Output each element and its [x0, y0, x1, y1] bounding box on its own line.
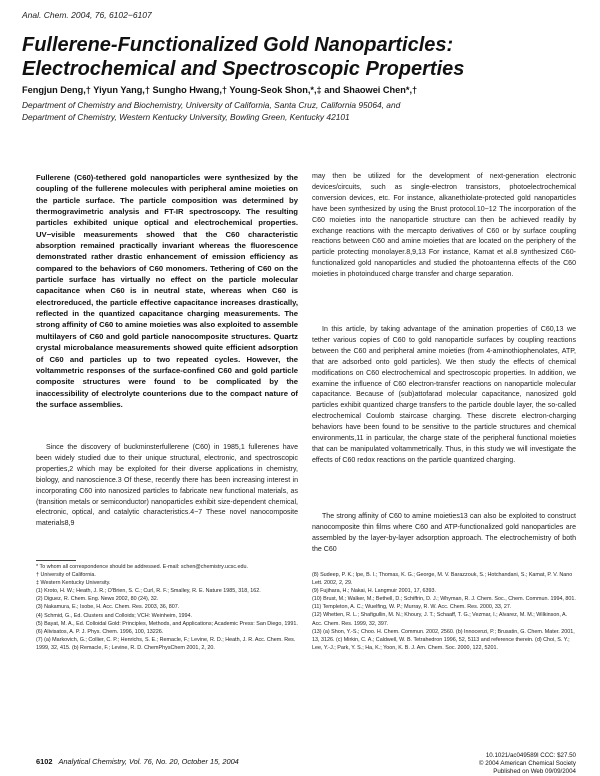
footnote-affil-1: † University of California.	[36, 572, 96, 579]
copyright-notice: © 2004 American Chemical Society	[478, 760, 576, 767]
affiliation-1: Department of Chemistry and Biochemistry, University of California, Santa Cruz, California 95064, and	[22, 100, 401, 110]
author-list: Fengjun Deng,† Yiyun Yang,† Sungho Hwang,† Young-Seok Shon,*,‡ and Shaowei Chen*,†	[22, 85, 418, 95]
reference-item: (9) Fujihara, H.; Nakai, H. Langmuir 2001, 17, 6393.	[312, 588, 437, 595]
body-paragraph-1: may then be utilized for the development of next-generation electronic devices/circuits, such as single-electron transistors, photoelectrochemical conversion devices, etc. For instance, alkanethiolate-protected gold nanoparticles have been synthesized by using the Brust protocol.10−12 The incorporation of the C60 moieties into the nanoparticle structure can then be achieved readily by exchange reactions with the mercapto derivatives of C60 or by surface coupling reactions between C60 and amine moieties that are located on the periphery of the particle protecting monolayer.8,9,13 For instance, Kamat et al.8 synthesized C60-functionalized gold nanoparticles and studied the photoantenna effects of the C60 moieties in photoinduced charge transfer and charge separation.	[312, 173, 576, 279]
footnote-affil-2: ‡ Western Kentucky University.	[36, 580, 111, 587]
reference-item: (2) Diguez, R. Chem. Eng. News 2002, 80 (24), 32.	[36, 596, 159, 603]
reference-item: (6) Alivisatos, A. P. J. Phys. Chem. 1996, 100, 13226.	[36, 628, 164, 635]
publication-date: Published on Web 09/09/2004	[493, 768, 576, 775]
doi-price: 10.1021/ac049589l CCC: $27.50	[485, 752, 576, 759]
title-line-2: Electrochemical and Spectroscopic Properties	[22, 58, 465, 80]
abstract: Fullerene (C60)-tethered gold nanoparticles were synthesized by the coupling of the fullerene molecules with peripheral amine moieties on the particle surface. The particle composition was determined by thermogravimetric analysis and FT-IR spectroscopy. The resulting particles exhibited unique optical and electrochemical properties. UV−visible measurements showed that the C60 characteristic absorption remained practically invariant whereas the fluorescence demonstrated rather drastic enhancement of emission efficiency as compared to the behaviors of C60 monomers. Tethering of C60 on the particle surface has virtually no effect on the particle molecular capacitance when C60 is in neutral state, whereas when C60 is electroreduced, the particle effective capacitance increases drastically, reflected in the quantized capacitance charging measurements. The strong affinity of C60 to amine moieties was also exploited to assemble multilayers of C60 and gold particle nanocomposite structures. Quartz crystal microbalance measurements showed quite efficient adsorption of C60 and particles up to two repeated cycles. However, the voltammetric responses of the surface-confined C60 and gold particle composite structures were found to be complicated by the inaccessibility of electrolyte counterions due to the compact nature of the surface assemblies.	[36, 173, 298, 409]
reference-item: (8) Sudeep, P. K.; Ipe, B. I.; Thomas, K. G.; George, M. V. Barazzouk, S.; Hotchandani, S.; Kamat, P. V. Nano Lett. 2002, 2, 29.	[312, 572, 573, 587]
reference-item: (1) Kroto, H. W.; Heath, J. R.; O'Brien, S. C.; Curl, R. F.; Smalley, R. E. Nature 1985, 318, 162.	[36, 588, 261, 595]
reference-item: (7) (a) Markovich, G.; Collier, C. P.; Henrichs, S. E.; Remacle, F.; Levine, R. D.; Heath, J. R. Acc. Chem. Res. 1999, 32, 415. (b) Remacle, F.; Levine, R. D. ChemPhysChem 2001, 2, 20.	[36, 636, 296, 651]
reference-item: (10) Brust, M.; Walker, M.; Bethell, D.; Schiffrin, D. J.; Whyman, R. J. Chem. Soc., Chem. Commun. 1994, 801.	[312, 596, 576, 603]
page-number: 6102	[36, 757, 53, 766]
footnote-divider	[36, 560, 76, 561]
reference-item: (13) (a) Shon, Y.-S.; Choo. H. Chem. Commun. 2002, 2560. (b) Innocenzi, P.; Brusatin, G. Chem. Mater. 2001, 13, 3126. (c) Mirkin, C. A.; Caldwell, W. B. Tetrahedron 1996, 52, 5113 and reference therein. (d) Choi, S. Y.; Lee, Y.-J.; Park, Y. S.; Ha, K.; Yoon, K. B. J. Am. Chem. Soc. 2000, 122, 5201.	[312, 628, 575, 651]
article-title	[22, 33, 582, 81]
footnote-correspondence: * To whom all correspondence should be addressed. E-mail: schen@chemistry.ucsc.edu.	[36, 564, 249, 570]
body-paragraph-2: In this article, by taking advantage of the amination properties of C60,13 we tether various copies of C60 to gold nanoparticle surfaces by coupling reactions between the C60 and peripheral amine moieties (from 4-aminothiophenolates, ATP, that are adsorbed onto gold particles). We then study the effects of chemical modifications on C60 electrochemical and spectroscopic properties. In addition, we examine the influence of C60 electron-transfer reactions on nanoparticle molecular capacitance. Because of (sub)attofarad molecular capacitance, nanosized gold particles exhibit quantized charge transfers to the particle double layer, the so-called electrochemical Coulomb staircase charging. These discrete electron-charging behaviors have been found to be sensitive to the particle structures and chemical environments,11 in particular, the charge state of the peripheral functional moieties that can be manipulated voltammetrically. Thus, in this study we will investigate the effects of C60 redox reactions on the particle quantized charging.	[312, 326, 576, 464]
journal-issue: Analytical Chemistry, Vol. 76, No. 20, October 15, 2004	[58, 757, 239, 766]
intro-paragraph: Since the discovery of buckminsterfullerene (C60) in 1985,1 fullerenes have been widely studied due to their unique structural, electronic, and spectroscopic properties,2 which may be exploited for their diverse applications in chemistry, biology, and nanoscience.3 Of these, recently there has been increasing interest in incorporating C60 into nanosized particles to fabricate new functional materials, as (transition metals or semiconductor) nanoparticles exhibit size-dependent chemical, electronic, optical, and catalytic characteristics.4−7 These novel nanocomposite materials8,9	[36, 444, 298, 528]
reference-item: (5) Bayat, M. A., Ed. Colloidal Gold: Principles, Methods, and Applications; Academic Press: San Diego, 1991.	[36, 620, 298, 627]
title-line-1: Fullerene-Functionalized Gold Nanoparticles:	[22, 34, 454, 56]
reference-item: (4) Schmid, G., Ed. Clusters and Colloids; VCH: Weinheim, 1994.	[36, 612, 192, 619]
reference-item: (12) Whetten, R. L.; Shafigullin, M. N.; Khoury, J. T.; Schaaff, T. G.; Vezmar, I.; Alvarez, M. M.; Wilkinson, A. Acc. Chem. Res. 1999, 32, 397.	[312, 612, 568, 627]
journal-citation: Anal. Chem. 2004, 76, 6102−6107	[22, 10, 152, 20]
body-paragraph-3: The strong affinity of C60 to amine moieties13 can also be exploited to construct nanocomposite thin films where C60 and ATP-functionalized gold nanoparticles are assembled by the layer-by-layer adsorption approach. The electrochemistry of both the C60	[312, 513, 576, 553]
reference-list-right	[312, 571, 576, 652]
reference-item: (3) Nakamura, E.; Isobe, H. Acc. Chem. Res. 2003, 36, 807.	[36, 604, 180, 611]
affiliation-2: Department of Chemistry, Western Kentucky University, Bowling Green, Kentucky 42101	[22, 112, 350, 122]
page-footer-left	[36, 757, 239, 766]
page-footer-right	[479, 752, 576, 776]
reference-list-left	[36, 563, 298, 652]
reference-item: (11) Templeton, A. C.; Wuelfing, W. P.; Murray, R. W. Acc. Chem. Res. 2000, 33, 27.	[312, 604, 512, 611]
